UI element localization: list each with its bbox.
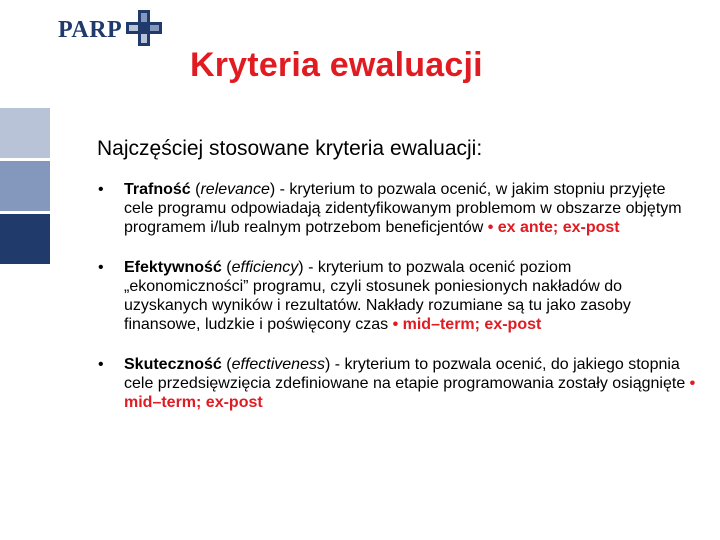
criterion-text (124, 180, 698, 237)
paren-open: ( (190, 181, 201, 198)
criterion-text (124, 355, 698, 412)
criterion-english: relevance (200, 181, 270, 198)
criterion-body: ) - kryterium to pozwala ocenić, w jakim stopniu przyjęte cele programu odpowiadają zidentyfikowanym problemom w obszarze objętym programem i/lub realnym potrzebom beneficjentów (124, 181, 682, 236)
side-block-dark (0, 214, 50, 264)
paren-open: ( (221, 356, 232, 373)
criteria-list (98, 180, 698, 433)
criterion-term: Efektywność (124, 259, 222, 276)
criterion-text (124, 258, 698, 334)
slide-title: Kryteria ewaluacji (190, 46, 483, 84)
criterion-relevance (98, 180, 698, 237)
criterion-body: ) - kryterium to pozwala ocenić, do jakiego stopnia cele przedsięwzięcia zdefiniowane na etapie programowania zostały osiągnięte (124, 356, 690, 392)
criterion-term: Skuteczność (124, 356, 222, 373)
side-block-light (0, 108, 50, 158)
criterion-tag: • mid–term; ex-post (392, 316, 542, 333)
criterion-english: efficiency (231, 259, 299, 276)
criterion-body: ) - kryterium to pozwala ocenić poziom „ekonomiczności” programu, czyli stosunek poniesionych nakładów do uzyskanych wyników i rezultatów. Nakłady rozumiane są tu jako zasoby finansowe, ludzkie i poświęcony czas (124, 259, 631, 333)
criterion-tag: • ex ante; ex-post (487, 219, 620, 236)
criterion-term: Trafność (124, 181, 191, 198)
criterion-tag: • mid–term; ex-post (124, 375, 696, 411)
bullet-dot: • (98, 259, 104, 276)
side-block-medium (0, 161, 50, 211)
paren-open: ( (221, 259, 232, 276)
slide-subtitle: Najczęściej stosowane kryteria ewaluacji: (97, 137, 483, 160)
criterion-effectiveness (98, 355, 698, 412)
bullet-dot: • (98, 181, 104, 198)
parp-logo (58, 10, 162, 50)
criterion-english: effectiveness (231, 356, 325, 373)
side-decoration (0, 108, 50, 267)
bullet-dot: • (98, 356, 104, 373)
logo-cross-icon (126, 10, 162, 51)
logo-text: PARP (58, 16, 123, 43)
criterion-efficiency (98, 258, 698, 334)
